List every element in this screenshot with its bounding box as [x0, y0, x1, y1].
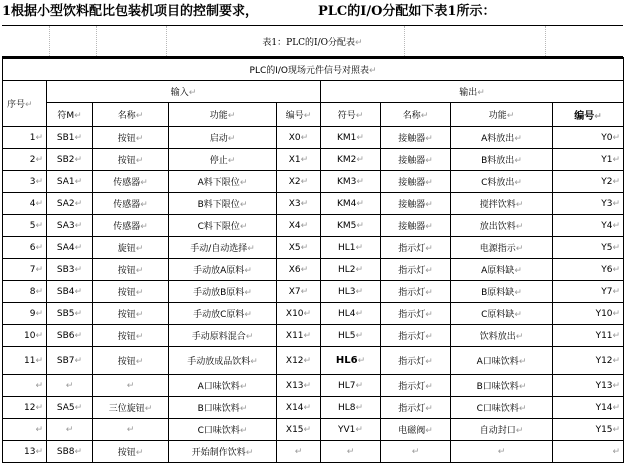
cell-out-number: Y12↵: [553, 347, 624, 375]
cell-out-symbol: HL5↵: [321, 325, 381, 347]
seq-header: 序号↵: [3, 81, 47, 127]
table-row: [3, 347, 624, 375]
cell-out-name: ↵: [381, 441, 451, 463]
cell-in-number: X4↵: [277, 215, 321, 237]
cell-out-function: 自动封口↵: [451, 419, 553, 441]
cell-out-symbol: HL4↵: [321, 303, 381, 325]
cell-out-name: 接触器↵: [381, 127, 451, 149]
cell-out-name: 电磁阀↵: [381, 419, 451, 441]
cell-in-name: 按钮↵: [93, 303, 169, 325]
cell-out-name: 指示灯↵: [381, 375, 451, 397]
cell-in-number: X6↵: [277, 259, 321, 281]
table-row: [3, 149, 624, 171]
cell-out-function: ↵: [451, 441, 553, 463]
col-function-in: 功能↵: [169, 103, 277, 127]
cell-out-number: Y1↵: [553, 149, 624, 171]
table-row: [3, 419, 624, 441]
cell-in-number: X12↵: [277, 347, 321, 375]
table-row: [3, 375, 624, 397]
cell-in-name: 传感器↵: [93, 193, 169, 215]
cell-out-symbol: KM4↵: [321, 193, 381, 215]
cell-out-number: Y7↵: [553, 281, 624, 303]
cell-seq: 3↵: [3, 171, 47, 193]
cell-out-function: 饮料放出↵: [451, 325, 553, 347]
io-assignment-table: [2, 57, 624, 463]
cell-in-name: 按钮↵: [93, 149, 169, 171]
cell-out-number: Y10↵: [553, 303, 624, 325]
cell-in-function: 手动放B原料↵: [169, 281, 277, 303]
cell-in-function: C料下限位↵: [169, 215, 277, 237]
cell-out-name: 接触器↵: [381, 171, 451, 193]
cell-out-function: C原料缺↵: [451, 303, 553, 325]
cell-in-name: 按钮↵: [93, 259, 169, 281]
cell-out-symbol: ↵: [321, 441, 381, 463]
cell-in-symbol: SB6↵: [47, 325, 93, 347]
cell-in-function: 手动放成品饮料↵: [169, 347, 277, 375]
table-row: [3, 281, 624, 303]
cell-out-number: Y2↵: [553, 171, 624, 193]
cell-out-name: 接触器↵: [381, 149, 451, 171]
cell-seq: 4↵: [3, 193, 47, 215]
cell-in-symbol: SA3↵: [47, 215, 93, 237]
cell-seq: 7↵: [3, 259, 47, 281]
cell-out-function: B料放出↵: [451, 149, 553, 171]
col-function-out: 功能↵: [451, 103, 553, 127]
cell-in-symbol: SB2↵: [47, 149, 93, 171]
cell-in-name: 按钮↵: [93, 281, 169, 303]
cell-out-symbol: YV1↵: [321, 419, 381, 441]
cell-seq: 10↵: [3, 325, 47, 347]
cell-in-symbol: SB3↵: [47, 259, 93, 281]
cell-in-number: X14↵: [277, 397, 321, 419]
cell-seq: 11↵: [3, 347, 47, 375]
cell-in-number: ↵: [277, 441, 321, 463]
col-name-in: 名称↵: [93, 103, 169, 127]
table-row: [3, 259, 624, 281]
cell-seq: 9↵: [3, 303, 47, 325]
cell-out-number: Y0↵: [553, 127, 624, 149]
table-row: [3, 237, 624, 259]
cell-out-function: B口味饮料↵: [451, 375, 553, 397]
col-symbol-out: 符号↵: [321, 103, 381, 127]
cell-out-function: A原料缺↵: [451, 259, 553, 281]
cell-out-number: Y6↵: [553, 259, 624, 281]
cell-in-function: 停止↵: [169, 149, 277, 171]
cell-out-function: C料放出↵: [451, 171, 553, 193]
cell-in-symbol: SB1↵: [47, 127, 93, 149]
cell-out-symbol: HL8↵: [321, 397, 381, 419]
col-symbol-in: 符M↵: [47, 103, 93, 127]
cell-out-symbol: KM1↵: [321, 127, 381, 149]
cell-in-number: X5↵: [277, 237, 321, 259]
cell-in-number: X0↵: [277, 127, 321, 149]
cell-in-function: B料下限位↵: [169, 193, 277, 215]
cell-in-name: 按钮↵: [93, 325, 169, 347]
cell-in-name: 三位旋钮↵: [93, 397, 169, 419]
cell-in-function: B口味饮料↵: [169, 397, 277, 419]
cell-seq: 6↵: [3, 237, 47, 259]
cell-in-symbol: SA5↵: [47, 397, 93, 419]
cell-out-number: Y11↵: [553, 325, 624, 347]
cell-in-number: X1↵: [277, 149, 321, 171]
cell-in-number: X15↵: [277, 419, 321, 441]
cell-out-function: 放出饮料↵: [451, 215, 553, 237]
cell-out-number: Y14↵: [553, 397, 624, 419]
cell-out-symbol: KM2↵: [321, 149, 381, 171]
cell-out-symbol: HL6↵: [321, 347, 381, 375]
cell-out-number: Y4↵: [553, 215, 624, 237]
cell-in-name: ↵: [93, 375, 169, 397]
cell-in-name: 按钮↵: [93, 347, 169, 375]
cell-seq: ↵: [3, 375, 47, 397]
cell-seq: 13↵: [3, 441, 47, 463]
col-number-out: 编号↵: [553, 103, 624, 127]
table-title: PLC的I/O现场元件信号对照表↵: [3, 58, 624, 81]
cell-in-name: 传感器↵: [93, 215, 169, 237]
cell-in-number: X3↵: [277, 193, 321, 215]
cell-out-symbol: KM3↵: [321, 171, 381, 193]
col-name-out: 名称↵: [381, 103, 451, 127]
heading-left: 1根据小型饮料配比包装机项目的控制要求，: [2, 4, 259, 19]
table-row: [3, 127, 624, 149]
cell-in-number: X10↵: [277, 303, 321, 325]
cell-out-symbol: HL2↵: [321, 259, 381, 281]
cell-in-number: X13↵: [277, 375, 321, 397]
cell-in-function: 手动放C原料↵: [169, 303, 277, 325]
cell-in-function: 手动放A原料↵: [169, 259, 277, 281]
cell-out-name: 接触器↵: [381, 193, 451, 215]
document-heading: [2, 2, 623, 22]
cell-out-name: 指示灯↵: [381, 237, 451, 259]
input-group-header: 输入↵: [47, 81, 321, 103]
io-table-block: [2, 25, 623, 463]
cell-seq: ↵: [3, 419, 47, 441]
cell-out-function: A口味饮料↵: [451, 347, 553, 375]
cell-in-number: X7↵: [277, 281, 321, 303]
cell-seq: 2↵: [3, 149, 47, 171]
cell-in-symbol: SB7↵: [47, 347, 93, 375]
cell-out-function: 搅拌饮料↵: [451, 193, 553, 215]
cell-seq: 1↵: [3, 127, 47, 149]
table-row: [3, 215, 624, 237]
cell-out-name: 接触器↵: [381, 215, 451, 237]
cell-in-name: 按钮↵: [93, 441, 169, 463]
table-row: [3, 397, 624, 419]
cell-out-name: 指示灯↵: [381, 303, 451, 325]
cell-out-number: Y5↵: [553, 237, 624, 259]
cell-out-function: B原料缺↵: [451, 281, 553, 303]
cell-in-function: 启动↵: [169, 127, 277, 149]
cell-in-symbol: ↵: [47, 375, 93, 397]
cell-in-symbol: SB5↵: [47, 303, 93, 325]
cell-in-number: X2↵: [277, 171, 321, 193]
cell-out-number: Y3↵: [553, 193, 624, 215]
cell-out-symbol: KM5↵: [321, 215, 381, 237]
cell-out-number: Y15↵: [553, 419, 624, 441]
cell-out-name: 指示灯↵: [381, 259, 451, 281]
table-row: [3, 171, 624, 193]
table-caption: 表1：PLC的I/O分配表↵: [262, 38, 363, 48]
cell-in-name: 旋钮↵: [93, 237, 169, 259]
cell-out-function: A料放出↵: [451, 127, 553, 149]
table-row: [3, 303, 624, 325]
cell-out-symbol: HL1↵: [321, 237, 381, 259]
cell-in-function: 开始制作饮料↵: [169, 441, 277, 463]
cell-in-function: A口味饮料↵: [169, 375, 277, 397]
cell-in-name: ↵: [93, 419, 169, 441]
cell-in-name: 传感器↵: [93, 171, 169, 193]
table-row: [3, 193, 624, 215]
cell-seq: 5↵: [3, 215, 47, 237]
cell-in-symbol: SB4↵: [47, 281, 93, 303]
cell-out-symbol: HL3↵: [321, 281, 381, 303]
cell-in-symbol: SB8↵: [47, 441, 93, 463]
cell-in-function: 手动/自动选择↵: [169, 237, 277, 259]
cell-seq: 12↵: [3, 397, 47, 419]
cell-in-function: C口味饮料↵: [169, 419, 277, 441]
cell-in-symbol: SA1↵: [47, 171, 93, 193]
cell-in-name: 按钮↵: [93, 127, 169, 149]
cell-in-symbol: ↵: [47, 419, 93, 441]
heading-right: PLC的I/O分配如下表1所示：: [318, 4, 496, 19]
cell-out-name: 指示灯↵: [381, 397, 451, 419]
caption-row: [2, 25, 623, 57]
cell-in-number: X11↵: [277, 325, 321, 347]
cell-in-symbol: SA2↵: [47, 193, 93, 215]
table-row: [3, 441, 624, 463]
cell-out-function: C口味饮料↵: [451, 397, 553, 419]
table-row: [3, 325, 624, 347]
cell-in-function: 手动原料混合↵: [169, 325, 277, 347]
cell-in-function: A料下限位↵: [169, 171, 277, 193]
cell-out-name: 指示灯↵: [381, 325, 451, 347]
cell-seq: 8↵: [3, 281, 47, 303]
cell-out-name: 指示灯↵: [381, 281, 451, 303]
cell-in-symbol: SA4↵: [47, 237, 93, 259]
col-number-in: 编号↵: [277, 103, 321, 127]
output-group-header: 输出↵: [321, 81, 624, 103]
cell-out-number: Y13↵: [553, 375, 624, 397]
cell-out-symbol: HL7↵: [321, 375, 381, 397]
cell-out-number: ↵: [553, 441, 624, 463]
cell-out-function: 电源指示↵: [451, 237, 553, 259]
cell-out-name: 指示灯↵: [381, 347, 451, 375]
